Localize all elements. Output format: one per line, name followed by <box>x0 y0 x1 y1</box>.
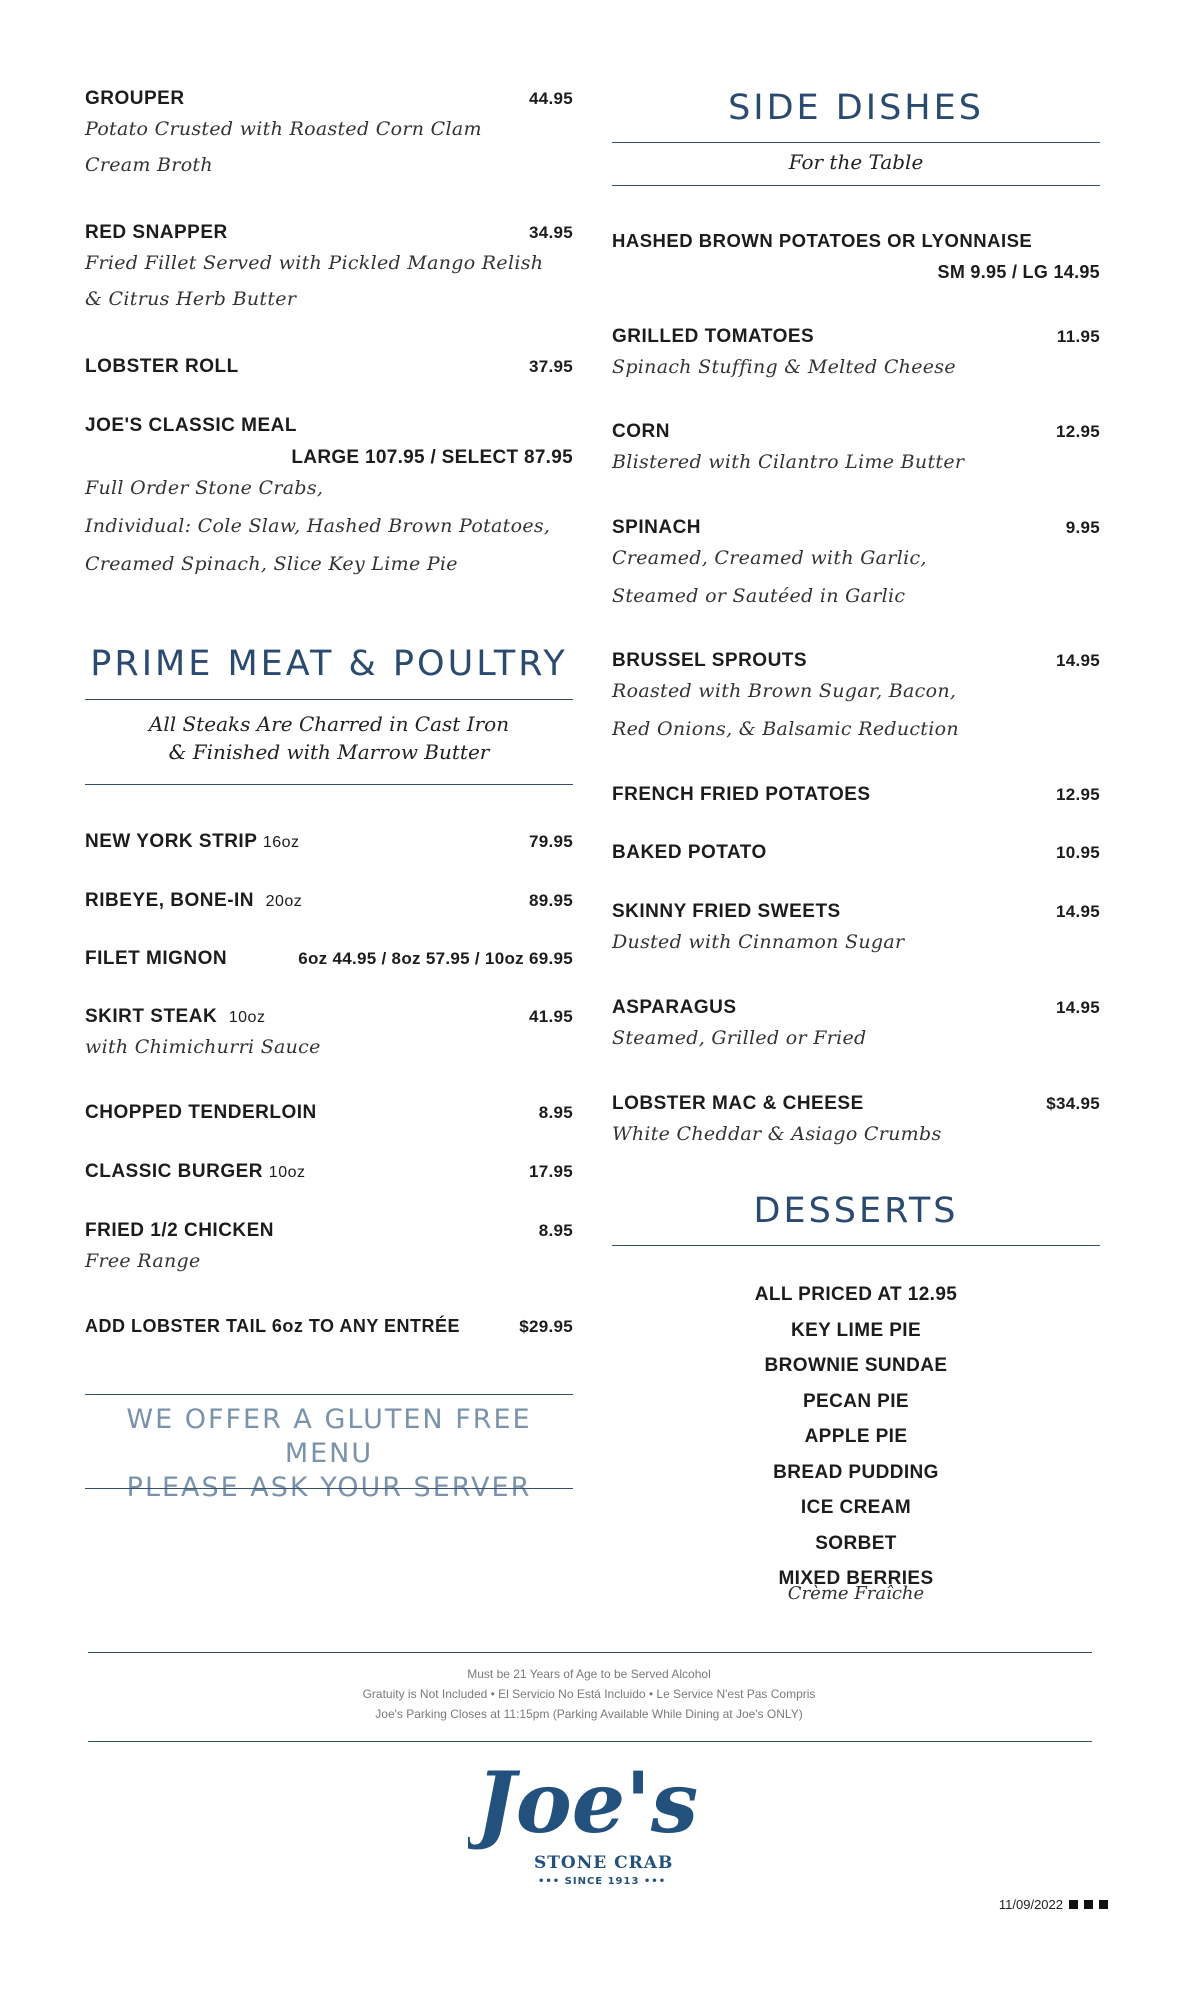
item-price: 89.95 <box>528 891 573 910</box>
logo-since: ••• SINCE 1913 ••• <box>538 1876 667 1887</box>
item-desc: Roasted with Brown Sugar, Bacon, <box>612 680 957 702</box>
item-name: GROUPER <box>85 88 185 109</box>
item-price: 17.95 <box>528 1162 573 1181</box>
section-title-desserts: DESSERTS <box>753 1191 959 1231</box>
item-name: BAKED POTATO <box>612 842 767 863</box>
item-name: FRENCH FRIED POTATOES <box>612 784 871 805</box>
item-price: 10.95 <box>1055 843 1100 862</box>
divider <box>612 1245 1100 1246</box>
item-name: ASPARAGUS <box>612 997 737 1018</box>
divider <box>85 784 573 785</box>
dessert-item: BREAD PUDDING <box>773 1461 939 1483</box>
dessert-desc: Crème Fraîche <box>787 1583 925 1604</box>
item-desc: Steamed or Sautéed in Garlic <box>612 585 906 607</box>
logo-stone-crab: STONE CRAB <box>534 1853 674 1873</box>
footer-divider <box>88 1741 1092 1742</box>
menu-item-lobster-tail <box>85 1316 573 1337</box>
gluten-free-notice <box>85 1403 573 1505</box>
item-name: SKINNY FRIED SWEETS <box>612 901 841 922</box>
item-desc: Cream Broth <box>85 154 213 176</box>
item-name: BRUSSEL SPROUTS <box>612 650 808 671</box>
notice-line: WE OFFER A GLUTEN FREE MENU <box>126 1404 532 1469</box>
print-date <box>999 1897 1108 1912</box>
dessert-item: APPLE PIE <box>804 1426 908 1447</box>
item-price: 41.95 <box>528 1007 573 1026</box>
item-price: 11.95 <box>1056 327 1100 346</box>
menu-item-hashed-brown <box>612 230 1100 283</box>
section-subtitle: For the Table <box>788 150 924 174</box>
dessert-item: KEY LIME PIE <box>790 1319 922 1341</box>
item-desc: White Cheddar & Asiago Crumbs <box>612 1123 942 1145</box>
item-price: 14.95 <box>1055 902 1100 921</box>
square-icon <box>1084 1900 1093 1909</box>
divider <box>85 699 573 700</box>
footer-divider <box>88 1652 1092 1653</box>
dessert-item: MIXED BERRIES <box>778 1568 934 1589</box>
dessert-item: ICE CREAM <box>800 1497 912 1518</box>
item-price: $29.95 <box>519 1317 573 1336</box>
item-price: 44.95 <box>528 89 573 108</box>
item-name: SPINACH <box>612 517 702 538</box>
item-name: CLASSIC BURGER 10oz <box>85 1161 306 1182</box>
item-name: HASHED BROWN POTATOES OR LYONNAISE <box>612 230 1033 251</box>
item-size: 16oz <box>262 834 300 851</box>
dessert-item: SORBET <box>815 1532 897 1554</box>
item-desc: Fried Fillet Served with Pickled Mango Relish <box>85 252 544 274</box>
item-price: $34.95 <box>1046 1094 1100 1113</box>
intro-line: All Steaks Are Charred in Cast Iron <box>148 712 510 736</box>
item-price: 34.95 <box>528 223 573 242</box>
footer-notes <box>0 1664 1178 1724</box>
item-desc: Free Range <box>85 1250 201 1272</box>
notice-line: PLEASE ASK YOUR SERVER <box>126 1472 532 1503</box>
menu-item-ribeye <box>85 890 573 912</box>
item-desc: Red Onions, & Balsamic Reduction <box>612 718 959 740</box>
item-price: LARGE 107.95 / SELECT 87.95 <box>291 447 573 468</box>
menu-item-grouper <box>85 88 573 184</box>
item-price: 9.95 <box>1065 518 1100 537</box>
footer-note: Joe's Parking Closes at 11:15pm (Parking Available While Dining at Joe's ONLY) <box>375 1707 803 1721</box>
date-text: 11/09/2022 <box>998 1897 1063 1912</box>
dessert-item: PECAN PIE <box>802 1390 909 1412</box>
menu-item-chicken <box>85 1220 573 1280</box>
item-size: 10oz <box>228 1009 266 1026</box>
item-name: RED SNAPPER <box>85 222 228 243</box>
item-name: CORN <box>612 421 670 442</box>
item-name: FILET MIGNON <box>85 948 228 969</box>
menu-item-burger <box>85 1161 573 1183</box>
section-intro <box>85 710 573 766</box>
item-name: FRIED 1/2 CHICKEN <box>85 1220 275 1241</box>
item-name: GRILLED TOMATOES <box>612 326 815 347</box>
item-desc: Spinach Stuffing & Melted Cheese <box>612 356 956 378</box>
item-size: 10oz <box>268 1164 306 1181</box>
dessert-list <box>612 1277 1100 1597</box>
item-price: SM 9.95 / LG 14.95 <box>937 262 1100 282</box>
item-name: ADD LOBSTER TAIL 6oz TO ANY ENTRÉE <box>85 1316 461 1336</box>
item-desc: Creamed, Creamed with Garlic, <box>612 547 927 569</box>
divider <box>612 185 1100 186</box>
item-price: 8.95 <box>538 1103 573 1122</box>
item-price: 14.95 <box>1055 651 1100 670</box>
divider <box>85 1394 573 1395</box>
divider <box>612 142 1100 143</box>
menu-item-red-snapper <box>85 222 573 318</box>
square-icon <box>1099 1900 1108 1909</box>
item-name: JOE'S CLASSIC MEAL <box>85 415 297 436</box>
item-name: LOBSTER MAC & CHEESE <box>612 1093 864 1114</box>
menu-item-skirt-steak <box>85 1006 573 1066</box>
item-price: 14.95 <box>1055 998 1100 1017</box>
item-price: 79.95 <box>528 832 573 851</box>
menu-item-grilled-tomatoes <box>612 326 1100 386</box>
menu-item-asparagus <box>612 997 1100 1057</box>
item-desc: Full Order Stone Crabs, <box>85 477 324 499</box>
item-name: CHOPPED TENDERLOIN <box>85 1102 317 1123</box>
menu-item-lobster-mac <box>612 1093 1100 1153</box>
item-size: 20oz <box>265 893 303 910</box>
item-name: SKIRT STEAK 10oz <box>85 1006 266 1027</box>
item-name: LOBSTER ROLL <box>85 356 239 377</box>
menu-item-brussel-sprouts <box>612 650 1100 748</box>
joes-stone-crab-logo <box>468 1750 698 1900</box>
dessert-price-note: ALL PRICED AT 12.95 <box>754 1284 958 1305</box>
item-name: NEW YORK STRIP 16oz <box>85 831 300 852</box>
item-desc: & Citrus Herb Butter <box>85 288 297 310</box>
item-desc: with Chimichurri Sauce <box>85 1036 321 1058</box>
item-price: 12.95 <box>1055 422 1100 441</box>
footer-note: Gratuity is Not Included • El Servicio No Está Incluido • Le Service N'est Pas Compris <box>362 1687 816 1701</box>
menu-item-spinach <box>612 517 1100 615</box>
divider <box>85 1488 573 1489</box>
logo-wordmark: Joe's <box>476 1753 698 1852</box>
menu-item-tenderloin <box>85 1102 573 1124</box>
menu-item-baked-potato <box>612 842 1100 864</box>
item-desc: Blistered with Cilantro Lime Butter <box>612 451 965 473</box>
item-desc: Dusted with Cinnamon Sugar <box>612 931 905 953</box>
item-price: 37.95 <box>528 357 573 376</box>
item-desc: Creamed Spinach, Slice Key Lime Pie <box>85 553 458 575</box>
menu-item-ny-strip <box>85 831 573 853</box>
item-price: 12.95 <box>1055 785 1100 804</box>
menu-item-classic-meal <box>85 415 573 583</box>
item-desc: Potato Crusted with Roasted Corn Clam <box>85 118 482 140</box>
section-title-side-dishes: SIDE DISHES <box>728 88 984 128</box>
item-desc: Steamed, Grilled or Fried <box>612 1027 867 1049</box>
item-price: 8.95 <box>538 1221 573 1240</box>
menu-item-lobster-roll <box>85 356 573 378</box>
item-price: 6oz 44.95 / 8oz 57.95 / 10oz 69.95 <box>298 949 573 968</box>
footer-note: Must be 21 Years of Age to be Served Alcohol <box>467 1667 711 1681</box>
item-name: RIBEYE, BONE-IN 20oz <box>85 890 303 911</box>
menu-item-french-fries <box>612 784 1100 806</box>
menu-item-filet <box>85 948 573 970</box>
square-icon <box>1069 1900 1078 1909</box>
intro-line: & Finished with Marrow Butter <box>168 740 490 764</box>
section-title-prime-meat: PRIME MEAT & POULTRY <box>90 644 568 684</box>
menu-item-corn <box>612 421 1100 481</box>
item-desc: Individual: Cole Slaw, Hashed Brown Potatoes, <box>85 515 551 537</box>
menu-item-skinny-sweets <box>612 901 1100 961</box>
dessert-item: BROWNIE SUNDAE <box>764 1355 948 1376</box>
